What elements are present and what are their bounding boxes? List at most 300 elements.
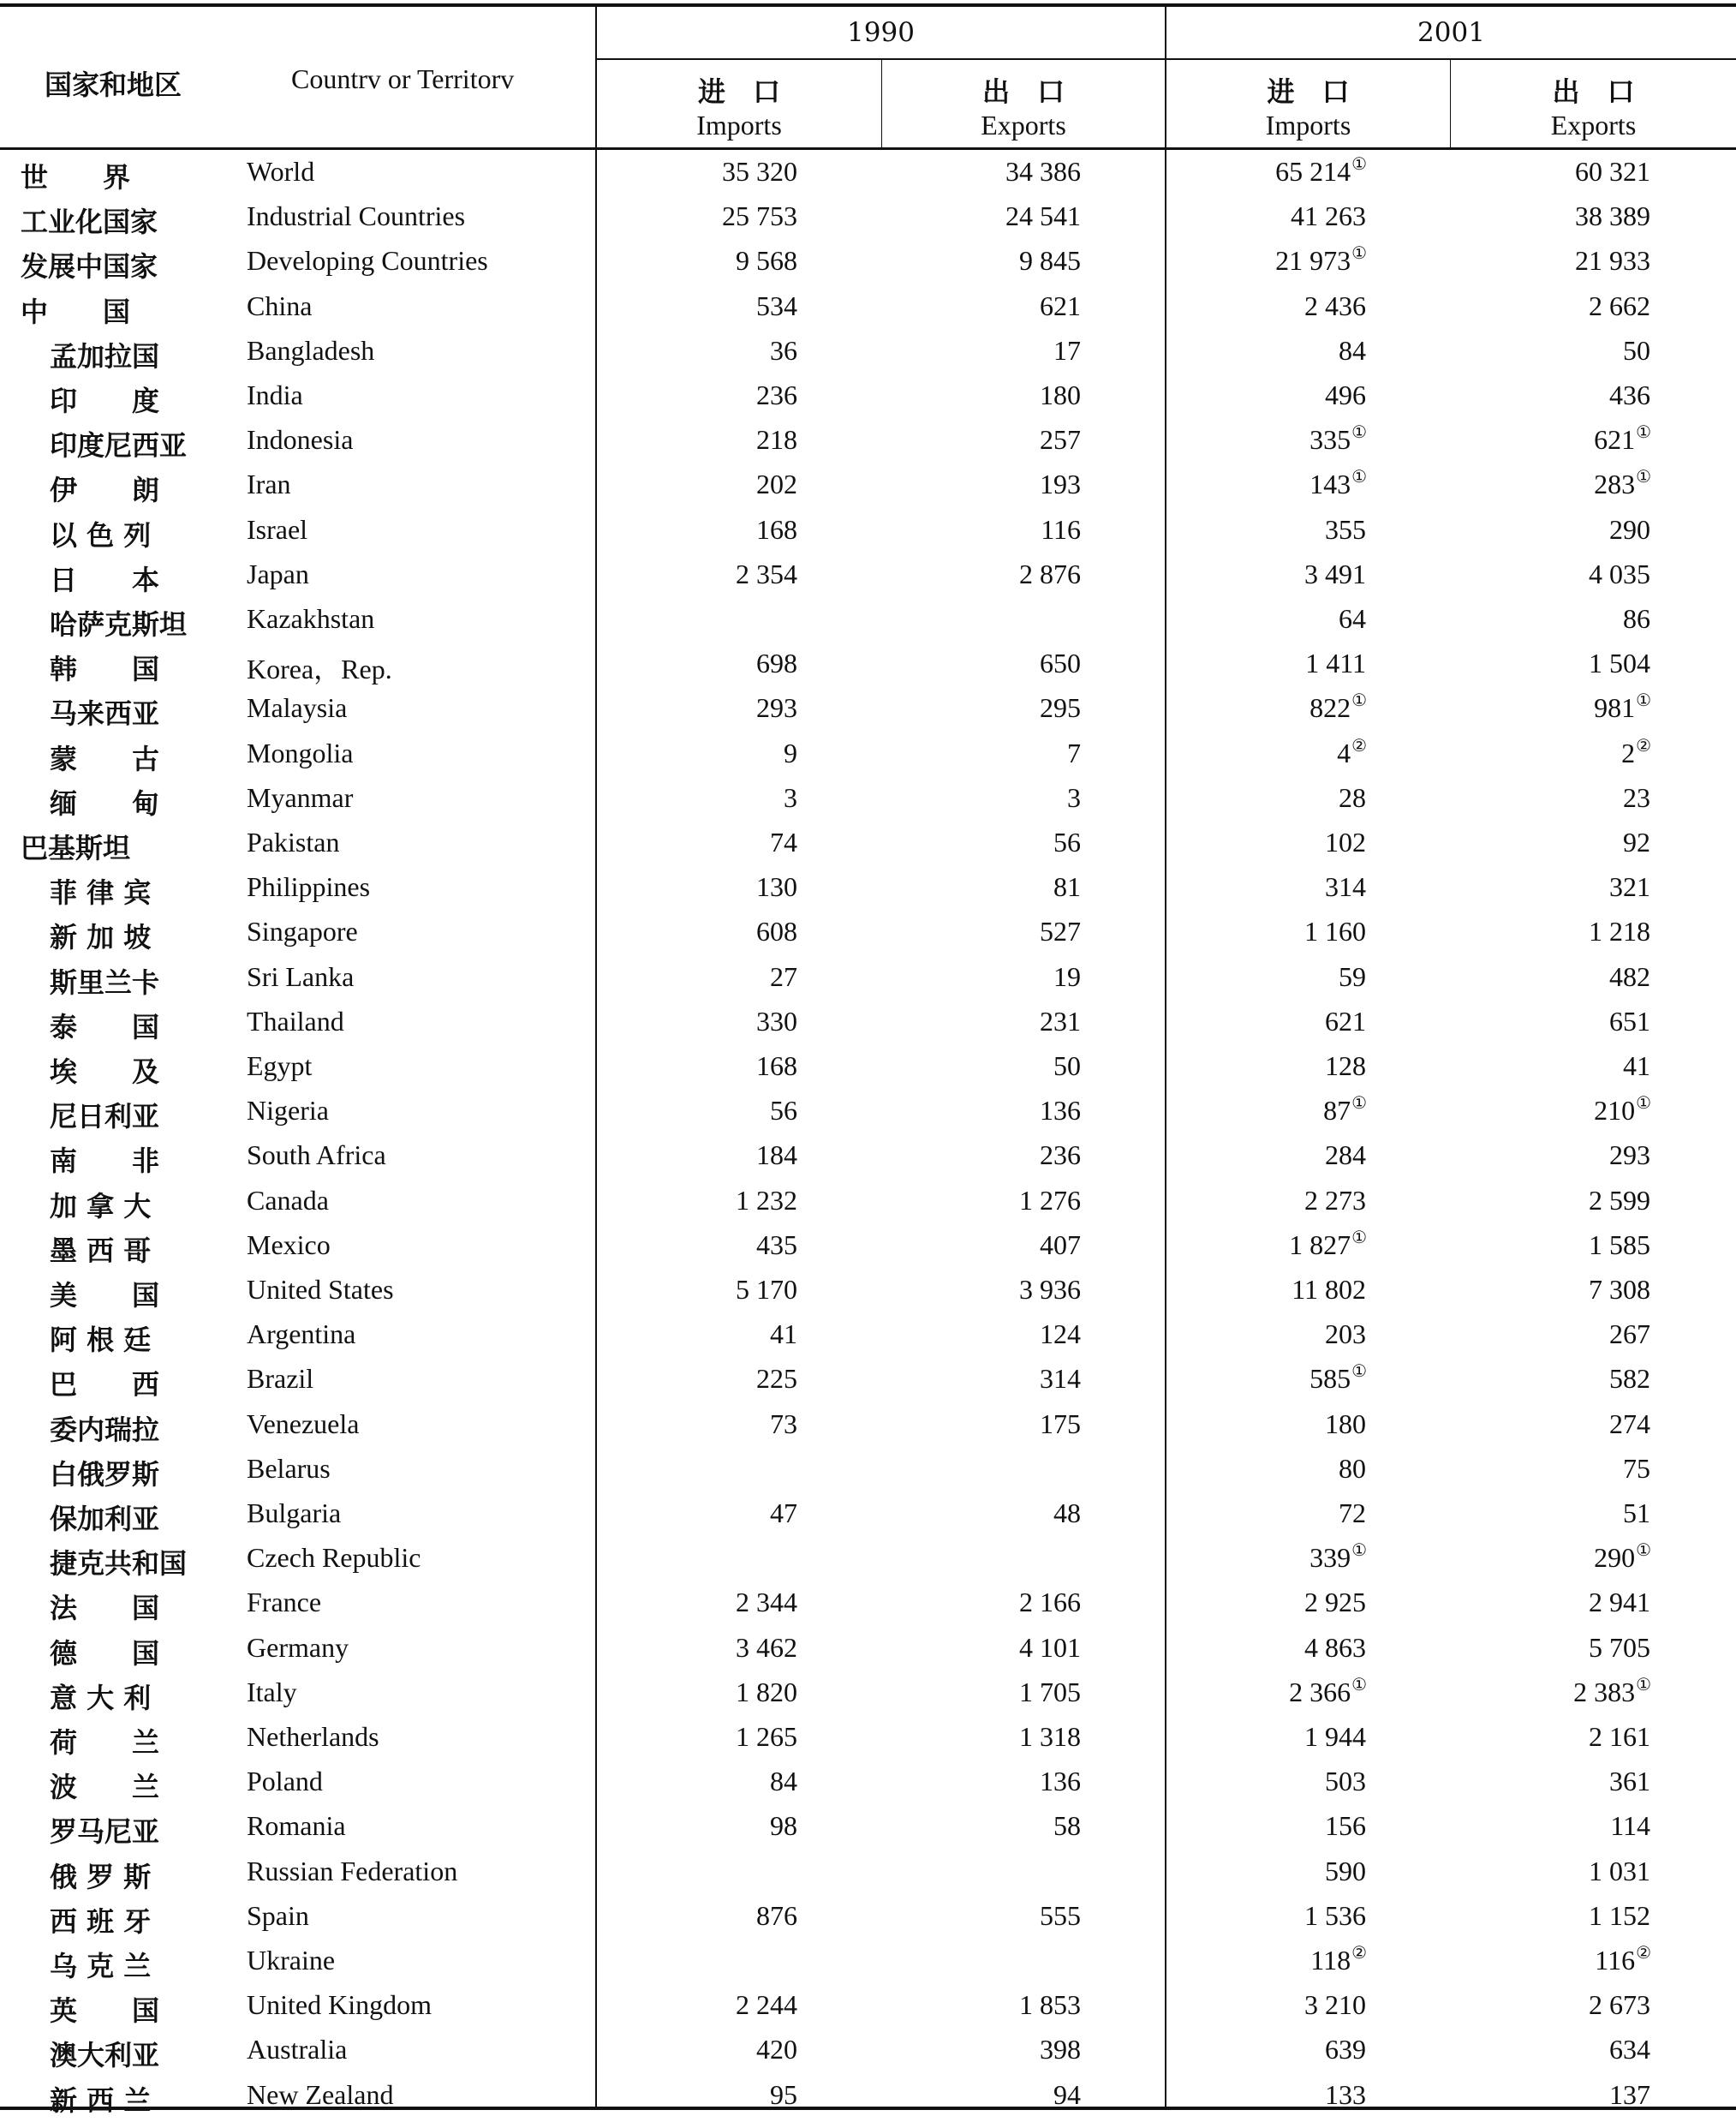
- country-name-zh: 荷 兰: [50, 1726, 160, 1759]
- value-text: 257: [1040, 424, 1081, 455]
- value-text: 621: [1040, 290, 1081, 321]
- value-text: 1 265: [736, 1721, 797, 1752]
- header-country-en: Countrv or Territorv: [291, 63, 515, 94]
- country-name-en: Czech Republic: [247, 1542, 421, 1573]
- country-name-en: Malaysia: [247, 692, 348, 723]
- country-name-en: Industrial Countries: [247, 200, 466, 231]
- country-name-zh: 法 国: [50, 1592, 160, 1624]
- footnote-marker: ①: [1636, 468, 1651, 487]
- value-text: 168: [756, 514, 797, 545]
- value-exports-2001: [1609, 1318, 1651, 1350]
- value-text: 2 166: [1019, 1587, 1081, 1617]
- value-exports-2001: [1623, 335, 1651, 367]
- value-imports-1990: [770, 1766, 797, 1797]
- country-name-en: Israel: [247, 514, 308, 545]
- value-exports-1990: [1040, 1095, 1081, 1127]
- country-name-en: Bulgaria: [247, 1497, 342, 1528]
- table-row: [0, 1139, 1736, 1182]
- country-name-zh: 罗马尼亚: [50, 1815, 160, 1848]
- value-text: 94: [1053, 2079, 1081, 2110]
- footnote-marker: ①: [1636, 691, 1651, 710]
- value-text: 24 541: [1005, 200, 1081, 231]
- value-imports-2001: [1325, 380, 1367, 411]
- table-row: [0, 1095, 1736, 1138]
- value-text: 218: [756, 424, 797, 455]
- country-name-en: United Kingdom: [247, 1989, 432, 2020]
- value-exports-2001: [1589, 916, 1651, 947]
- value-text: 73: [770, 1408, 797, 1439]
- value-text: 136: [1040, 1095, 1081, 1126]
- value-exports-2001: [1575, 200, 1651, 232]
- value-imports-2001: [1304, 1721, 1367, 1753]
- value-text: 3 491: [1304, 559, 1366, 589]
- value-exports-1990: [1040, 916, 1081, 947]
- country-name-zh: 哈萨克斯坦: [50, 608, 188, 641]
- value-imports-2001: [1304, 1632, 1367, 1664]
- value-text: 3: [1067, 782, 1081, 813]
- value-exports-2001: [1609, 2034, 1651, 2065]
- value-exports-1990: [1053, 871, 1081, 903]
- footnote-marker: ①: [1351, 691, 1367, 710]
- value-text: 1 411: [1305, 648, 1366, 678]
- value-text: 496: [1325, 380, 1366, 410]
- value-imports-1990: [770, 1408, 797, 1440]
- value-text: 290: [1609, 514, 1650, 545]
- value-text: 193: [1040, 469, 1081, 499]
- country-name-zh: 南 非: [50, 1145, 160, 1177]
- value-text: 2 662: [1589, 290, 1650, 321]
- value-text: 80: [1339, 1453, 1366, 1484]
- country-name-zh: 新 西 兰: [50, 2084, 152, 2117]
- header-exports-en-1990: Exports: [981, 110, 1066, 140]
- value-exports-2001: [1594, 469, 1651, 500]
- value-exports-2001: [1575, 156, 1651, 188]
- country-name-zh: 加 拿 大: [50, 1190, 152, 1222]
- header-imports-en-2001: Imports: [1265, 110, 1351, 140]
- country-name-en: Australia: [247, 2034, 348, 2065]
- value-exports-2001: [1589, 559, 1651, 590]
- value-text: 361: [1609, 1766, 1650, 1796]
- value-text: 435: [756, 1229, 797, 1260]
- value-text: 1 031: [1589, 1856, 1650, 1886]
- value-text: 74: [770, 827, 797, 858]
- value-exports-1990: [1019, 1677, 1081, 1708]
- table-row: [0, 1677, 1736, 1719]
- value-exports-2001: [1610, 1810, 1651, 1842]
- value-imports-2001: [1339, 603, 1367, 635]
- value-text: 274: [1609, 1408, 1650, 1439]
- value-text: 1 820: [736, 1677, 797, 1707]
- value-text: 9 568: [736, 245, 797, 276]
- value-imports-1990: [736, 1587, 797, 1618]
- value-exports-2001: [1594, 1542, 1651, 1574]
- value-text: 2 673: [1589, 1989, 1650, 2020]
- value-imports-1990: [756, 1006, 797, 1037]
- value-text: 2 354: [736, 559, 797, 589]
- value-imports-1990: [756, 514, 797, 546]
- value-exports-1990: [1040, 424, 1081, 456]
- value-text: 124: [1040, 1318, 1081, 1349]
- value-text: 293: [1609, 1139, 1650, 1170]
- value-exports-1990: [1040, 692, 1081, 724]
- value-text: 60 321: [1575, 156, 1650, 187]
- value-text: 84: [1339, 335, 1366, 366]
- value-imports-2001: [1292, 1274, 1367, 1306]
- table-row: [0, 961, 1736, 1004]
- value-exports-1990: [1040, 380, 1081, 411]
- value-exports-2001: [1609, 1766, 1651, 1797]
- value-imports-1990: [770, 1810, 797, 1842]
- value-text: 236: [756, 380, 797, 410]
- value-exports-2001: [1589, 1587, 1651, 1618]
- value-text: 2 876: [1019, 559, 1081, 589]
- value-text: 7 308: [1589, 1274, 1650, 1305]
- value-exports-1990: [1040, 1006, 1081, 1037]
- country-name-zh: 孟加拉国: [50, 340, 160, 373]
- value-exports-2001: [1589, 290, 1651, 322]
- country-name-en: Singapore: [247, 916, 358, 947]
- value-imports-2001: [1325, 871, 1367, 903]
- table-row: [0, 380, 1736, 422]
- country-name-zh: 阿 根 廷: [50, 1324, 152, 1356]
- table-row: [0, 827, 1736, 870]
- value-text: 527: [1040, 916, 1081, 947]
- value-imports-2001: [1325, 514, 1367, 546]
- country-name-zh: 白俄罗斯: [50, 1458, 160, 1491]
- value-text: 582: [1609, 1363, 1650, 1394]
- value-exports-2001: [1623, 1497, 1651, 1529]
- country-name-zh: 澳大利亚: [50, 2039, 160, 2071]
- country-name-zh: 委内瑞拉: [50, 1414, 160, 1446]
- table-row: [0, 1989, 1736, 2032]
- table-row: [0, 1900, 1736, 1943]
- country-name-zh: 世 界: [21, 161, 131, 194]
- value-text: 75: [1623, 1453, 1650, 1484]
- value-exports-1990: [1019, 1632, 1081, 1664]
- value-text: 38 389: [1575, 200, 1650, 231]
- value-text: 128: [1325, 1050, 1366, 1081]
- value-imports-1990: [770, 827, 797, 858]
- value-imports-2001: [1325, 2079, 1367, 2111]
- table-row: [0, 738, 1736, 780]
- value-text: 87: [1323, 1095, 1351, 1126]
- value-exports-1990: [1040, 1408, 1081, 1440]
- value-text: 51: [1623, 1497, 1650, 1528]
- value-text: 5 170: [736, 1274, 797, 1305]
- value-imports-1990: [756, 1900, 797, 1932]
- value-text: 225: [756, 1363, 797, 1394]
- value-imports-1990: [756, 648, 797, 679]
- value-imports-2001: [1325, 1856, 1367, 1887]
- value-text: 116: [1041, 514, 1081, 545]
- country-name-en: Ukraine: [247, 1945, 336, 1976]
- country-name-en: Mongolia: [247, 738, 354, 768]
- value-text: 81: [1053, 871, 1081, 902]
- value-exports-2001: [1575, 245, 1651, 277]
- value-text: 698: [756, 648, 797, 678]
- table-row: [0, 1318, 1736, 1361]
- value-text: 1 318: [1019, 1721, 1081, 1752]
- value-exports-2001: [1623, 827, 1651, 858]
- value-text: 11 802: [1292, 1274, 1366, 1305]
- value-exports-2001: [1594, 1095, 1651, 1127]
- value-imports-1990: [770, 2079, 797, 2111]
- country-name-en: Pakistan: [247, 827, 340, 858]
- value-exports-2001: [1589, 1900, 1651, 1932]
- table-row: [0, 1363, 1736, 1406]
- footnote-marker: ①: [1351, 1228, 1367, 1247]
- footnote-marker: ①: [1636, 1541, 1651, 1560]
- value-exports-1990: [1053, 1497, 1081, 1529]
- value-text: 407: [1040, 1229, 1081, 1260]
- value-text: 330: [756, 1006, 797, 1037]
- value-imports-1990: [756, 2034, 797, 2065]
- value-text: 36: [770, 335, 797, 366]
- value-text: 2: [1621, 738, 1636, 768]
- country-name-zh: 墨 西 哥: [50, 1234, 152, 1267]
- table-row: [0, 1721, 1736, 1764]
- value-text: 293: [756, 692, 797, 723]
- country-name-en: Poland: [247, 1766, 323, 1796]
- country-name-zh: 日 本: [50, 564, 160, 596]
- value-text: 3 936: [1019, 1274, 1081, 1305]
- value-text: 2 925: [1304, 1587, 1366, 1617]
- value-text: 34 386: [1005, 156, 1081, 187]
- value-imports-2001: [1339, 335, 1367, 367]
- country-name-zh: 伊 朗: [50, 474, 160, 506]
- country-name-en: Belarus: [247, 1453, 331, 1484]
- value-exports-2001: [1594, 692, 1651, 724]
- value-text: 608: [756, 916, 797, 947]
- country-name-zh: 巴 西: [50, 1368, 160, 1401]
- value-imports-1990: [784, 738, 797, 769]
- value-text: 98: [770, 1810, 797, 1841]
- value-imports-2001: [1289, 1229, 1367, 1261]
- value-exports-2001: [1609, 514, 1651, 546]
- value-exports-2001: [1589, 648, 1651, 679]
- value-exports-2001: [1609, 2079, 1651, 2111]
- value-text: 41: [1623, 1050, 1650, 1081]
- value-text: 168: [756, 1050, 797, 1081]
- value-text: 1 160: [1304, 916, 1366, 947]
- value-imports-1990: [736, 1677, 797, 1708]
- value-text: 156: [1325, 1810, 1366, 1841]
- value-text: 3: [784, 782, 797, 813]
- value-text: 1 827: [1289, 1229, 1351, 1260]
- value-imports-1990: [756, 1229, 797, 1261]
- header-imports-en-1990: Imports: [696, 110, 782, 140]
- value-text: 981: [1594, 692, 1636, 723]
- table-row: [0, 1050, 1736, 1093]
- value-exports-2001: [1595, 1945, 1651, 1976]
- value-imports-2001: [1325, 827, 1367, 858]
- value-text: 339: [1309, 1542, 1351, 1573]
- table-row: [0, 871, 1736, 914]
- table-row: [0, 916, 1736, 959]
- country-name-zh: 印 度: [50, 385, 160, 417]
- country-name-en: China: [247, 290, 313, 321]
- footnote-marker: ①: [1351, 1362, 1367, 1381]
- header-exports-zh-1990: 出 口: [981, 75, 1065, 108]
- value-text: 2 344: [736, 1587, 797, 1617]
- value-imports-2001: [1291, 200, 1367, 232]
- value-imports-2001: [1325, 1006, 1367, 1037]
- value-exports-1990: [1019, 1274, 1081, 1306]
- value-text: 2 273: [1304, 1185, 1366, 1216]
- table-row: [0, 1632, 1736, 1675]
- value-imports-1990: [756, 290, 797, 322]
- table-row: [0, 514, 1736, 557]
- value-imports-1990: [722, 200, 797, 232]
- value-imports-2001: [1339, 782, 1367, 814]
- value-text: 2 366: [1289, 1677, 1351, 1707]
- value-exports-2001: [1589, 1856, 1651, 1887]
- value-text: 56: [770, 1095, 797, 1126]
- value-exports-2001: [1623, 1453, 1651, 1485]
- value-text: 4 863: [1304, 1632, 1366, 1663]
- value-text: 290: [1594, 1542, 1636, 1573]
- value-text: 314: [1325, 871, 1366, 902]
- value-text: 1 152: [1589, 1900, 1650, 1931]
- value-text: 95: [770, 2079, 797, 2110]
- country-name-zh: 斯里兰卡: [50, 966, 160, 999]
- country-name-en: Myanmar: [247, 782, 354, 813]
- value-text: 398: [1040, 2034, 1081, 2065]
- table-row: [0, 1587, 1736, 1629]
- value-imports-1990: [756, 469, 797, 500]
- footnote-marker: ①: [1636, 423, 1651, 442]
- value-imports-1990: [756, 424, 797, 456]
- value-text: 58: [1053, 1810, 1081, 1841]
- country-name-zh: 缅 甸: [50, 787, 160, 820]
- footnote-marker: ①: [1636, 1094, 1651, 1113]
- value-imports-1990: [756, 1050, 797, 1082]
- value-exports-1990: [1040, 1318, 1081, 1350]
- footnote-marker: ①: [1351, 244, 1367, 263]
- country-name-en: India: [247, 380, 303, 410]
- value-text: 621: [1594, 424, 1636, 455]
- value-exports-1990: [1041, 514, 1081, 546]
- value-exports-2001: [1609, 380, 1651, 411]
- footnote-marker: ①: [1351, 155, 1367, 174]
- table-row: [0, 1542, 1736, 1585]
- value-text: 86: [1623, 603, 1650, 634]
- country-name-en: United States: [247, 1274, 394, 1305]
- value-text: 92: [1623, 827, 1650, 858]
- table-row: [0, 2079, 1736, 2122]
- country-name-en: Mexico: [247, 1229, 331, 1260]
- value-exports-1990: [1019, 1989, 1081, 2021]
- value-text: 639: [1325, 2034, 1366, 2065]
- value-text: 7: [1067, 738, 1081, 768]
- value-exports-2001: [1609, 1006, 1651, 1037]
- value-exports-1990: [1019, 1185, 1081, 1216]
- value-imports-1990: [784, 782, 797, 814]
- country-name-en: Romania: [247, 1810, 346, 1841]
- value-text: 1 218: [1589, 916, 1650, 947]
- value-imports-2001: [1325, 1408, 1367, 1440]
- value-imports-1990: [736, 1632, 797, 1664]
- value-text: 9 845: [1019, 245, 1081, 276]
- value-imports-1990: [756, 692, 797, 724]
- footnote-marker: ①: [1351, 468, 1367, 487]
- value-text: 175: [1040, 1408, 1081, 1439]
- footnote-marker: ②: [1351, 737, 1367, 756]
- value-text: 651: [1609, 1006, 1650, 1037]
- value-imports-2001: [1325, 1139, 1367, 1171]
- country-name-en: Japan: [247, 559, 309, 589]
- value-exports-2001: [1589, 1989, 1651, 2021]
- table-row: [0, 603, 1736, 646]
- value-text: 133: [1325, 2079, 1366, 2110]
- value-text: 180: [1040, 380, 1081, 410]
- country-name-zh: 尼日利亚: [50, 1100, 160, 1133]
- table-row: [0, 200, 1736, 243]
- value-exports-2001: [1589, 1274, 1651, 1306]
- value-imports-1990: [770, 1318, 797, 1350]
- country-name-en: France: [247, 1587, 322, 1617]
- value-text: 137: [1609, 2079, 1650, 2110]
- country-name-en: Italy: [247, 1677, 297, 1707]
- country-name-zh: 印度尼西亚: [50, 429, 188, 462]
- value-imports-1990: [736, 1274, 797, 1306]
- value-text: 143: [1309, 469, 1351, 499]
- value-text: 1 853: [1019, 1989, 1081, 2020]
- table-row: [0, 2034, 1736, 2077]
- value-text: 19: [1053, 961, 1081, 992]
- table-row: [0, 559, 1736, 601]
- value-text: 267: [1609, 1318, 1650, 1349]
- country-name-en: Sri Lanka: [247, 961, 355, 992]
- value-imports-1990: [756, 1363, 797, 1395]
- country-name-en: Brazil: [247, 1363, 314, 1394]
- value-exports-1990: [1067, 782, 1081, 814]
- value-text: 203: [1325, 1318, 1366, 1349]
- value-imports-1990: [736, 1721, 797, 1753]
- table-row: [0, 1766, 1736, 1808]
- country-name-en: Russian Federation: [247, 1856, 458, 1886]
- value-imports-1990: [736, 1185, 797, 1216]
- value-imports-1990: [756, 1139, 797, 1171]
- country-name-en: Nigeria: [247, 1095, 329, 1126]
- value-text: 555: [1040, 1900, 1081, 1931]
- value-imports-2001: [1309, 469, 1367, 500]
- country-name-zh: 英 国: [50, 1994, 160, 2027]
- value-exports-1990: [1040, 290, 1081, 322]
- table-row: [0, 424, 1736, 467]
- value-exports-1990: [1053, 1810, 1081, 1842]
- value-exports-1990: [1040, 1229, 1081, 1261]
- country-name-en: Germany: [247, 1632, 349, 1663]
- value-text: 56: [1053, 827, 1081, 858]
- value-text: 4: [1337, 738, 1351, 768]
- footnote-marker: ②: [1351, 1944, 1367, 1963]
- value-exports-1990: [1053, 827, 1081, 858]
- value-text: 1 504: [1589, 648, 1650, 678]
- value-text: 21 933: [1575, 245, 1650, 276]
- value-text: 3 462: [736, 1632, 797, 1663]
- value-imports-1990: [770, 961, 797, 993]
- value-text: 876: [756, 1900, 797, 1931]
- value-text: 59: [1339, 961, 1366, 992]
- value-text: 184: [756, 1139, 797, 1170]
- table-row: [0, 1856, 1736, 1898]
- header-year-2001: 2001: [1417, 17, 1485, 48]
- value-text: 5 705: [1589, 1632, 1650, 1663]
- value-text: 202: [756, 469, 797, 499]
- value-text: 284: [1325, 1139, 1366, 1170]
- table-row: [0, 648, 1736, 690]
